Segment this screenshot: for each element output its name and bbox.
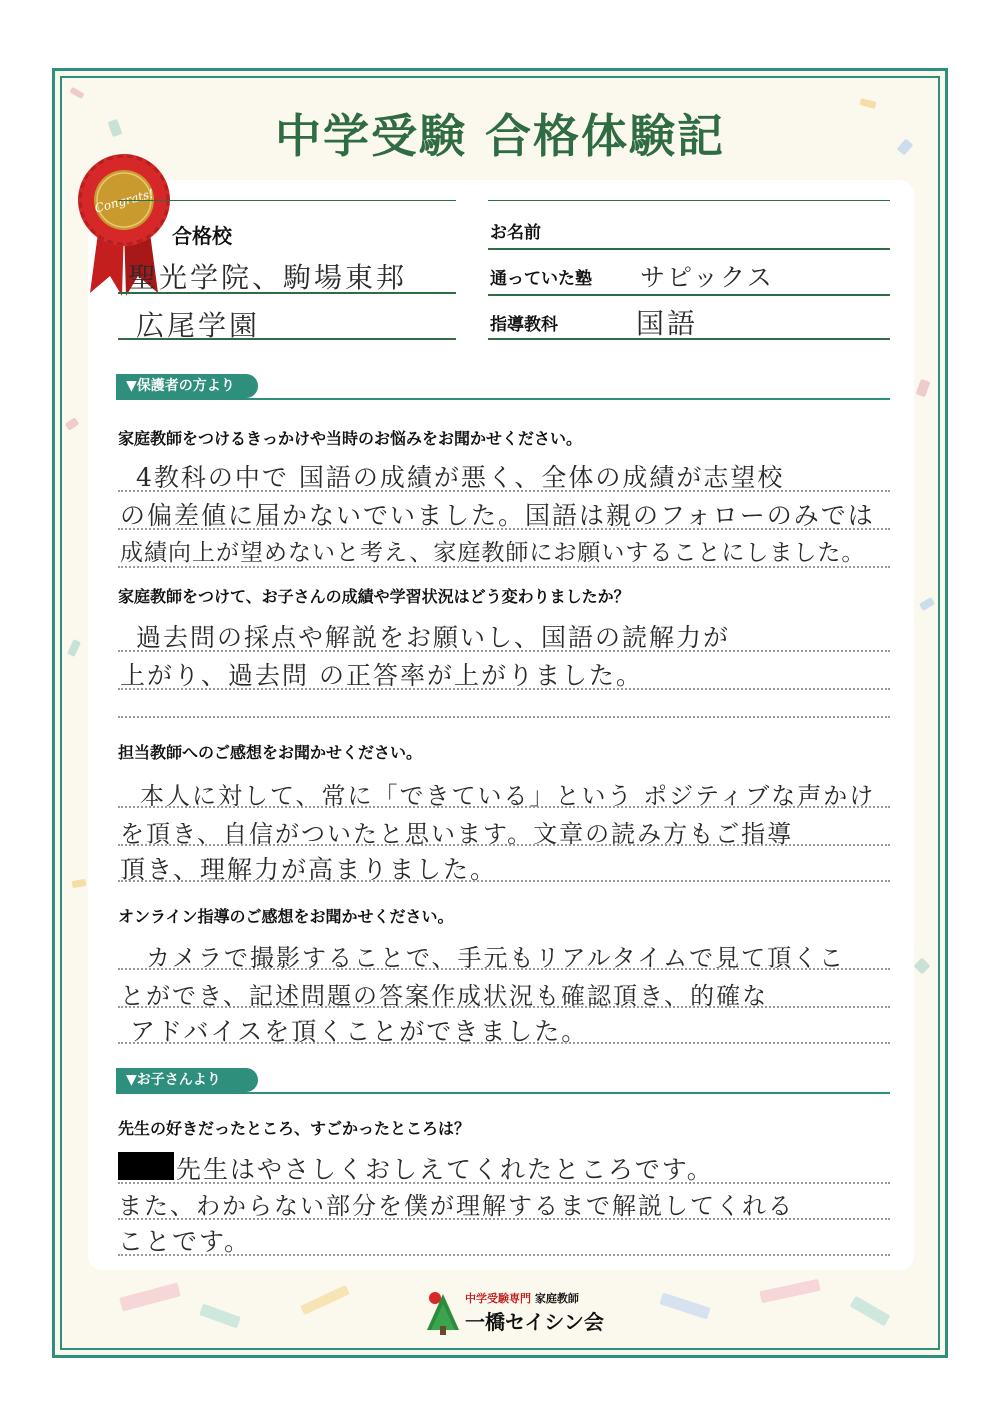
school-label: 合格校 (172, 224, 232, 248)
logo-tagline (465, 1290, 579, 1306)
parent-answer-4-line3: アドバイスを頂くことができました。 (130, 1017, 589, 1046)
answer-ruled-line (118, 716, 890, 718)
parent-section-rule (116, 398, 890, 400)
hitotsubashi-seishin-logo (425, 1288, 605, 1338)
parent-question-1: 家庭教師をつけるきっかけや当時のお悩みをお聞かせください。 (118, 429, 583, 448)
parent-answer-1-line2: の偏差値に届かないでいました。国語は親のフォローのみでは (120, 501, 875, 530)
school-topline (118, 200, 456, 201)
parent-answer-4-line2: とができ、記述問題の答案作成状況も確認頂き、的確な (120, 982, 769, 1010)
parent-answer-2-line2: 上がり、過去問 の正答率が上がりました。 (120, 661, 643, 690)
redaction-bar (118, 1152, 174, 1180)
answer-ruled-line (118, 1182, 890, 1184)
child-answer-line1: 先生はやさしくおしえてくれたところです。 (176, 1155, 714, 1184)
rosette-text: Congrats! (93, 186, 156, 216)
parent-answer-3-line3: 頂き、理解力が高まりました。 (120, 855, 498, 884)
answer-ruled-line (118, 880, 890, 882)
schools-line2: 広尾学園 (136, 309, 261, 342)
answer-ruled-line (118, 968, 890, 970)
juku-label: 通っていた塾 (490, 269, 592, 289)
child-answer-line3: ことです。 (118, 1227, 252, 1256)
answer-ruled-line (118, 490, 890, 492)
answer-ruled-line (118, 1042, 890, 1044)
school-underline-2 (118, 338, 456, 340)
parent-question-3: 担当教師へのご感想をお聞かせください。 (118, 743, 423, 762)
parent-answer-1-line1: 4教科の中で 国語の成績が悪く、全体の成績が志望校 (136, 463, 785, 492)
child-answer-line2: また、わからない部分を僕が理解するまで解説してくれる (118, 1192, 794, 1220)
child-section-rule (116, 1092, 890, 1094)
name-topline (488, 200, 890, 201)
parent-answer-2-line1: 過去問の採点や解説をお願いし、国語の読解力が (136, 623, 731, 652)
answer-ruled-line (118, 1254, 890, 1256)
parent-answer-4-line1: カメラで撮影することで、手元もリアルタイムで見て頂くこ (146, 944, 846, 972)
answer-ruled-line (118, 566, 890, 568)
page-title: 中学受験 合格体験記 (274, 109, 725, 163)
logo-tagline-red: 中学受験専門 (465, 1292, 531, 1305)
answer-ruled-line (118, 806, 890, 808)
parent-question-4: オンライン指導のご感想をお聞かせください。 (118, 907, 454, 926)
schools-line1: 聖光学院、駒場東邦 (128, 261, 408, 294)
answer-ruled-line (118, 528, 890, 530)
subject-value: 国語 (636, 307, 699, 340)
tree-icon (425, 1290, 461, 1336)
subject-underline (488, 338, 890, 340)
answer-ruled-line (118, 1006, 890, 1008)
parent-section-tag: ▼保護者の方より (116, 374, 258, 398)
parent-answer-3-line2: を頂き、自信がついたと思います。文章の読み方もご指導 (120, 820, 794, 848)
child-question-1: 先生の好きだったところ、すごかったところは？ (118, 1119, 471, 1138)
juku-value: サピックス (640, 263, 774, 292)
child-section-tag: ▼お子さんより (116, 1068, 258, 1092)
parent-answer-1-line3: 成績向上が望めないと考え、家庭教師にお願いすることにしました。 (120, 540, 866, 566)
parent-answer-3-line1: 本人に対して、常に「できている」という ポジティブな声かけ (140, 782, 876, 810)
school-underline-1 (118, 292, 456, 294)
logo-tagline-black: 家庭教師 (534, 1292, 579, 1305)
answer-ruled-line (118, 688, 890, 690)
logo-name: 一橋セイシン会 (465, 1310, 604, 1334)
answer-ruled-line (118, 1218, 890, 1220)
name-underline (488, 248, 890, 250)
answer-ruled-line (118, 844, 890, 846)
answer-ruled-line (118, 650, 890, 652)
subject-label: 指導教科 (490, 315, 558, 335)
name-label: お名前 (490, 223, 541, 243)
juku-underline (488, 294, 890, 296)
parent-question-2: 家庭教師をつけて、お子さんの成績や学習状況はどう変わりましたか？ (118, 587, 630, 606)
